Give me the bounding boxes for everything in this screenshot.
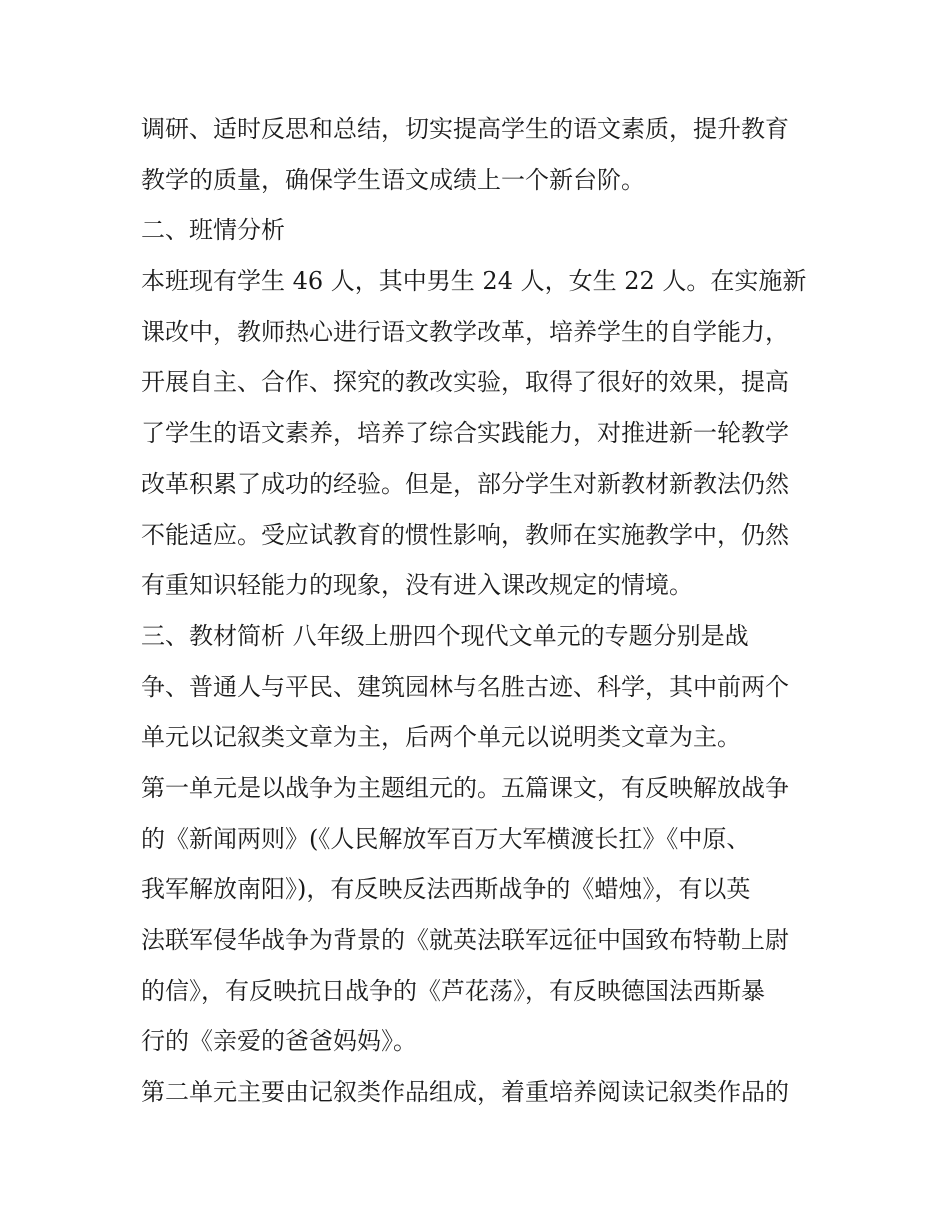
text-line: 法联军侵华战争为背景的《就英法联军远征中国致布特勒上尉 xyxy=(141,926,789,954)
text-line: 第二单元主要由记叙类作品组成，着重培养阅读记叙类作品的 xyxy=(141,1078,789,1107)
text-line: 本班现有学生 46 人，其中男生 24 人，女生 22 人。在实施新 xyxy=(141,267,807,296)
section-heading-textbook-analysis: 三、教材简析 八年级上册四个现代文单元的专题分别是战 xyxy=(141,621,749,650)
text-line: 了学生的语文素养，培养了综合实践能力，对推进新一轮教学 xyxy=(141,419,789,448)
text-line: 第一单元是以战争为主题组元的。五篇课文，有反映解放战争 xyxy=(141,773,789,802)
text-line: 课改中，教师热心进行语文教学改革，培养学生的自学能力， xyxy=(141,317,789,346)
text-line: 单元以记叙类文章为主，后两个单元以说明类文章为主。 xyxy=(141,723,741,752)
text-line: 开展自主、合作、探究的教改实验，取得了很好的效果，提高 xyxy=(141,368,789,397)
text-line: 调研、适时反思和总结，切实提高学生的语文素质，提升教育 xyxy=(141,115,789,143)
text-line: 不能适应。受应试教育的惯性影响，教师在实施教学中，仍然 xyxy=(141,520,789,549)
section-heading-class-analysis: 二、班情分析 xyxy=(141,216,285,245)
text-line: 的《新闻两则》(《人民解放军百万大军横渡长扛》《中原、 xyxy=(141,824,751,853)
text-line: 改革积累了成功的经验。但是，部分学生对新教材新教法仍然 xyxy=(141,469,789,498)
text-line: 教学的质量，确保学生语文成绩上一个新台阶。 xyxy=(141,165,645,194)
text-line: 我军解放南阳》)，有反映反法西斯战争的《蜡烛》，有以英 xyxy=(141,875,751,904)
text-line: 行的《亲爱的爸爸妈妈》。 xyxy=(141,1027,417,1056)
text-line: 有重知识轻能力的现象，没有进入课改规定的情境。 xyxy=(141,571,693,600)
text-line: 的信》，有反映抗日战争的《芦花荡》，有反映德国法西斯暴 xyxy=(141,976,765,1005)
text-line: 争、普通人与平民、建筑园林与名胜古迹、科学，其中前两个 xyxy=(141,672,789,701)
document-body xyxy=(141,104,821,1118)
